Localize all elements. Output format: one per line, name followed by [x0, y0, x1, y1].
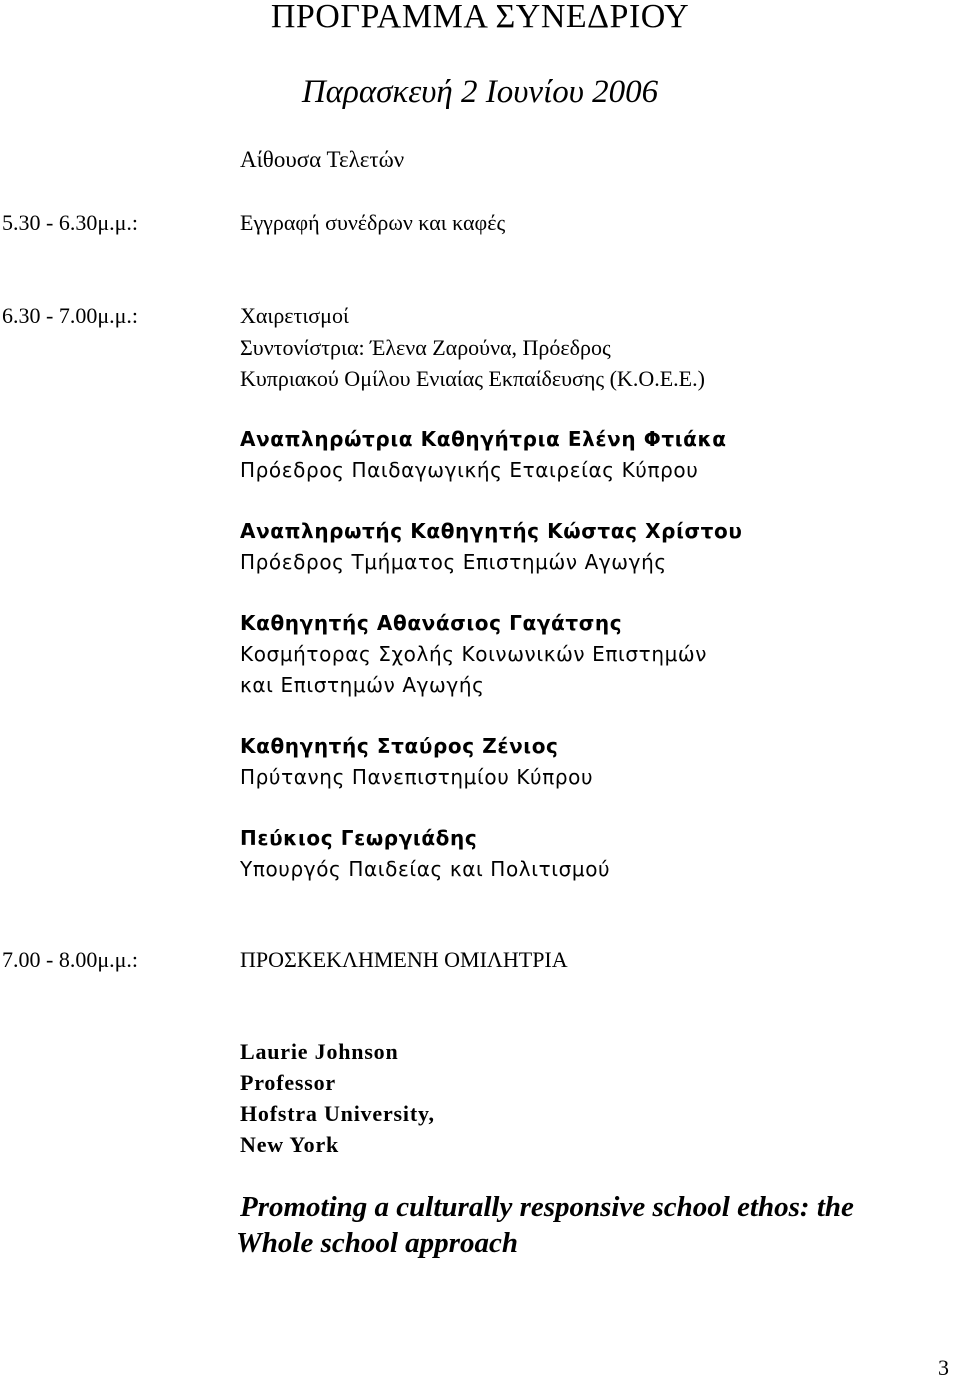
keynote-talk-title: Whole school approach	[236, 1227, 518, 1259]
session-title-registration: Εγγραφή συνέδρων και καφές	[240, 210, 506, 235]
session-time-keynote: 7.00 - 8.00μ.μ.:	[2, 947, 139, 972]
speaker-name: Καθηγητής Σταύρος Ζένιος	[240, 734, 559, 758]
speaker-role: Πρόεδρος Παιδαγωγικής Εταιρείας Κύπρου	[240, 458, 699, 482]
speaker-name: Αναπληρώτρια Καθηγήτρια Ελένη Φτιάκα	[240, 427, 727, 451]
speaker-role: Πρόεδρος Τμήματος Επιστημών Αγωγής	[240, 550, 667, 574]
speaker-role: Κοσμήτορας Σχολής Κοινωνικών Επιστημών	[240, 642, 708, 666]
keynote-speaker-location: New York	[240, 1132, 340, 1157]
session-time-registration: 5.30 - 6.30μ.μ.:	[2, 210, 139, 235]
session-title-greetings: Χαιρετισμοί	[240, 303, 349, 328]
session-title-keynote: ΠΡΟΣΚΕΚΛΗΜΕΝΗ ΟΜΙΛΗΤΡΙΑ	[240, 947, 568, 972]
keynote-talk-title: Promoting a culturally responsive school ethos: the	[240, 1191, 854, 1223]
speaker-role: και Επιστημών Αγωγής	[240, 673, 485, 697]
coordinator-line: Κυπριακού Ομίλου Ενιαίας Εκπαίδευσης (Κ.Ο.Ε.Ε.)	[240, 366, 705, 391]
speaker-name: Αναπληρωτής Καθηγητής Κώστας Χρίστου	[240, 519, 743, 543]
document-title: ΠΡΟΓΡΑΜΜΑ ΣΥΝΕΔΡΙΟΥ	[270, 0, 690, 35]
speaker-name: Καθηγητής Αθανάσιος Γαγάτσης	[240, 611, 623, 635]
keynote-speaker-institution: Hofstra University,	[240, 1101, 435, 1126]
page-number: 3	[938, 1355, 949, 1380]
session-time-greetings: 6.30 - 7.00μ.μ.:	[2, 303, 139, 328]
conference-date: Παρασκευή 2 Ιουνίου 2006	[301, 74, 659, 110]
coordinator-line: Συντονίστρια: Έλενα Ζαρούνα, Πρόεδρος	[240, 335, 611, 360]
speaker-name: Πεύκιος Γεωργιάδης	[240, 826, 478, 850]
speaker-role: Πρύτανης Πανεπιστημίου Κύπρου	[240, 765, 594, 789]
venue-hall: Αίθουσα Τελετών	[240, 147, 405, 172]
keynote-speaker-position: Professor	[240, 1070, 336, 1095]
speaker-role: Υπουργός Παιδείας και Πολιτισμού	[240, 857, 611, 881]
keynote-speaker-name: Laurie Johnson	[240, 1039, 399, 1064]
